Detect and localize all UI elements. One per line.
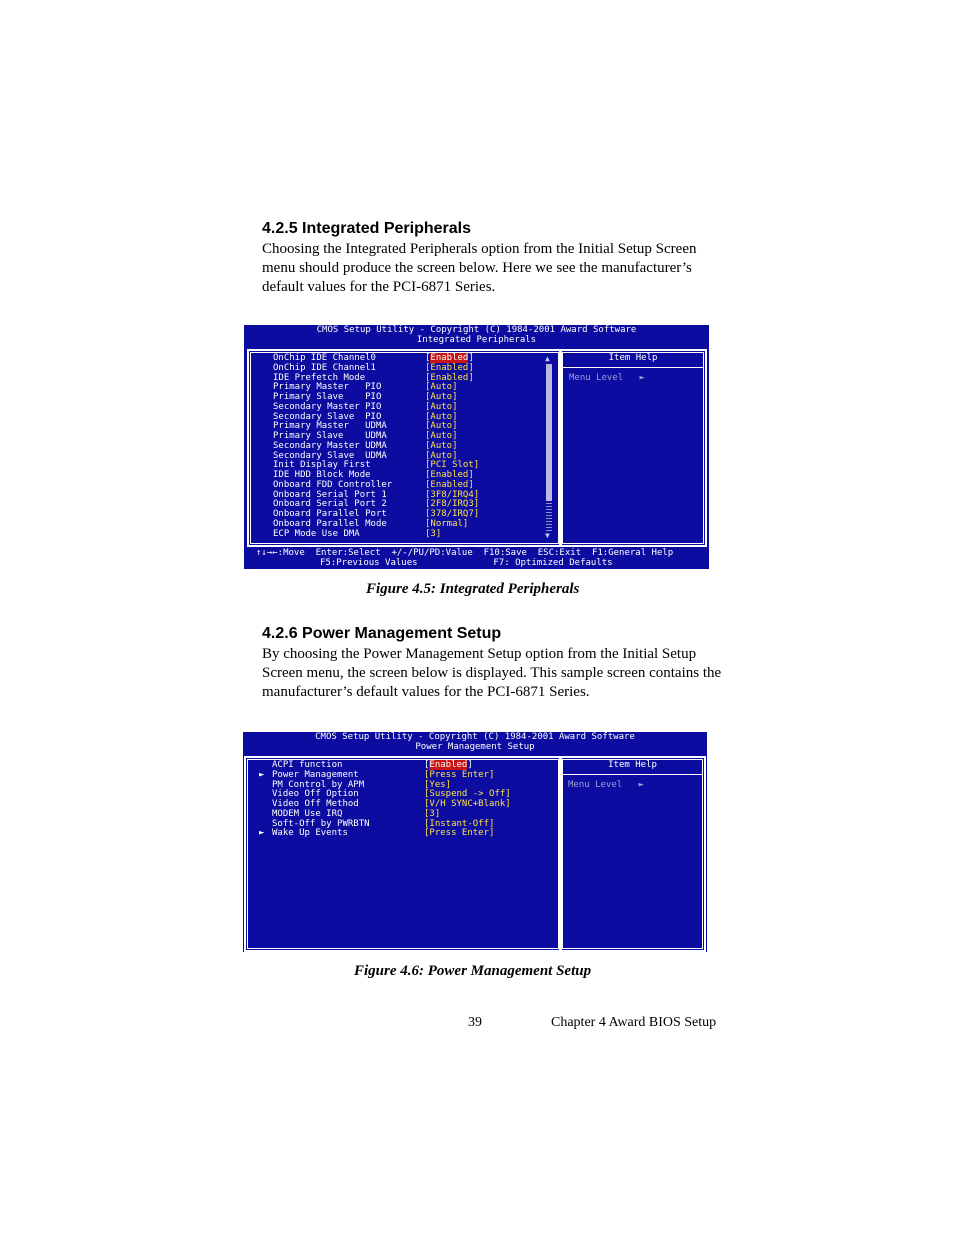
bios-subtitle: Power Management Setup (415, 742, 535, 752)
bios-setting-label: Onboard Serial Port 2 (273, 499, 387, 510)
section-paragraph-integrated-peripherals: Choosing the Integrated Peripherals option from the Initial Setup Screen menu should produce the screen below. Here we see the manufacturer’s default values for the PCI-6871 Series. (262, 241, 697, 295)
bios-setting-value[interactable]: [Enabled] (425, 372, 474, 383)
bios-setting-value[interactable]: [PCI Slot] (425, 460, 480, 471)
item-help-title: Item Help (608, 760, 657, 770)
bios-setting-value[interactable]: [2F8/IRQ3] (425, 499, 480, 510)
page-number: 39 (468, 1015, 482, 1030)
bios-setting-label: Primary Slave UDMA (273, 431, 387, 441)
bios-setting-value[interactable]: [3F8/IRQ4] (425, 489, 480, 500)
bios-setting-value[interactable]: [Suspend -> Off] (424, 789, 511, 800)
bios-setting-row[interactable] (273, 530, 563, 540)
bios-setting-label: OnChip IDE Channel0 (273, 353, 376, 363)
scroll-thumb[interactable] (546, 364, 552, 501)
bios-setting-row[interactable] (259, 828, 562, 839)
bios-setting-value[interactable]: [Auto] (425, 450, 458, 461)
bios-screen-integrated-peripherals (244, 325, 709, 569)
bios-setting-value[interactable]: [Enabled] (425, 362, 474, 373)
figure-caption-4-5: Figure 4.5: Integrated Peripherals (366, 581, 580, 597)
key-help-line-1: ↑↓→←:Move Enter:Select +/-/PU/PD:Value F10:Save ESC:Exit F1:General Help (256, 548, 674, 558)
section-paragraph-power-management: By choosing the Power Management Setup option from the Initial Setup Screen menu, the screen below is displayed. This sample screen contains the manufacturer’s default values for the PCI-6871 Series. (262, 646, 722, 700)
bios-setting-value[interactable]: [378/IRQ7] (425, 509, 480, 519)
bios-setting-label: Secondary Slave PIO (273, 411, 382, 422)
bios-setting-value[interactable]: [Press Enter] (424, 828, 495, 839)
value-bracket-close: ] (468, 353, 474, 363)
value-bracket-open: [ (425, 353, 431, 363)
section-heading-integrated-peripherals: 4.2.5 Integrated Peripherals (262, 220, 471, 237)
bios-setting-value[interactable]: [Enabled] (425, 479, 474, 490)
bios-setting-label: OnChip IDE Channel1 (273, 362, 376, 373)
item-help-divider (562, 367, 704, 368)
bios-setting-label: Onboard FDD Controller (273, 479, 393, 490)
bios-setting-label: MODEM Use IRQ (272, 808, 343, 819)
scroll-track[interactable] (546, 503, 552, 531)
bios-setting-label: ACPI function (272, 760, 343, 770)
bios-setting-label: Onboard Parallel Mode (273, 518, 387, 529)
bios-setting-value[interactable]: [Normal] (425, 518, 469, 529)
bios-setting-label: Primary Master UDMA (273, 421, 387, 432)
item-help-divider (562, 774, 703, 775)
bios-setting-label: ECP Mode Use DMA (273, 528, 360, 539)
bios-setting-value[interactable]: [Instant-Off] (424, 818, 495, 829)
bios-setting-value[interactable]: [Enabled] (425, 470, 474, 480)
bios-setting-value[interactable]: [Press Enter] (424, 769, 495, 780)
bios-setting-value[interactable]: [3] (424, 808, 441, 819)
settings-scrollbar[interactable] (546, 355, 552, 539)
bios-setting-label: Primary Slave PIO (273, 392, 382, 402)
bios-title-line: CMOS Setup Utility - Copyright (C) 1984-2001 Award Software (316, 325, 637, 335)
bios-setting-label: IDE Prefetch Mode (273, 372, 366, 383)
value-bracket-close: ] (467, 760, 473, 770)
settings-list (259, 760, 562, 839)
bios-title-line: CMOS Setup Utility - Copyright (C) 1984-2001 Award Software (315, 732, 635, 742)
bios-setting-value[interactable]: [Auto] (425, 421, 458, 432)
submenu-arrow-icon: ► (259, 769, 265, 780)
submenu-arrow-icon: ► (259, 828, 265, 839)
selected-value-highlight[interactable]: Enabled (430, 353, 469, 363)
key-help-line-2: F5:Previous Values F7: Optimized Defaults (320, 558, 613, 568)
settings-list (273, 354, 563, 539)
bios-setting-value[interactable]: [Auto] (425, 401, 458, 412)
bios-setting-label: Init Display First (273, 460, 371, 471)
bios-setting-label: Power Management (272, 769, 359, 780)
bios-setting-value[interactable]: [Auto] (425, 440, 458, 451)
bios-setting-label: IDE HDD Block Mode (273, 470, 371, 480)
bios-setting-label: Onboard Serial Port 1 (273, 489, 387, 500)
bios-subtitle: Integrated Peripherals (416, 335, 537, 345)
bios-setting-value[interactable]: [Auto] (425, 411, 458, 422)
scroll-up-icon[interactable]: ▲ (545, 354, 550, 363)
scroll-down-icon[interactable]: ▼ (545, 531, 550, 540)
menu-level-indicator: Menu Level ► (569, 373, 645, 383)
value-bracket-open: [ (424, 760, 430, 770)
bios-setting-label: Video Off Method (272, 799, 359, 809)
bios-screen-power-management (243, 732, 707, 952)
bios-setting-label: Wake Up Events (272, 828, 348, 839)
selected-value-highlight[interactable]: Enabled (429, 760, 468, 770)
bios-setting-label: Secondary Master UDMA (273, 440, 387, 451)
bios-setting-label: Video Off Option (272, 789, 359, 800)
bios-setting-label: Secondary Master PIO (273, 401, 382, 412)
bios-setting-value[interactable]: [Auto] (425, 392, 458, 402)
bios-setting-value[interactable]: [3] (425, 528, 442, 539)
bios-setting-value[interactable]: [V/H SYNC+Blank] (424, 799, 511, 809)
figure-caption-4-6: Figure 4.6: Power Management Setup (354, 963, 592, 979)
bios-setting-value[interactable]: [Auto] (425, 431, 458, 441)
section-heading-power-management: 4.2.6 Power Management Setup (262, 625, 502, 642)
bios-setting-label: Primary Master PIO (273, 382, 382, 393)
bios-setting-value[interactable]: [Yes] (424, 779, 452, 790)
chapter-title: Chapter 4 Award BIOS Setup (551, 1015, 717, 1030)
bios-setting-label: Onboard Parallel Port (273, 509, 387, 519)
bios-setting-label: PM Control by APM (272, 779, 365, 790)
item-help-title: Item Help (608, 353, 658, 363)
bios-setting-label: Secondary Slave UDMA (273, 450, 387, 461)
menu-level-indicator: Menu Level ► (568, 780, 644, 790)
bios-setting-value[interactable]: [Auto] (425, 382, 458, 393)
bios-setting-label: Soft-Off by PWRBTN (272, 818, 370, 829)
